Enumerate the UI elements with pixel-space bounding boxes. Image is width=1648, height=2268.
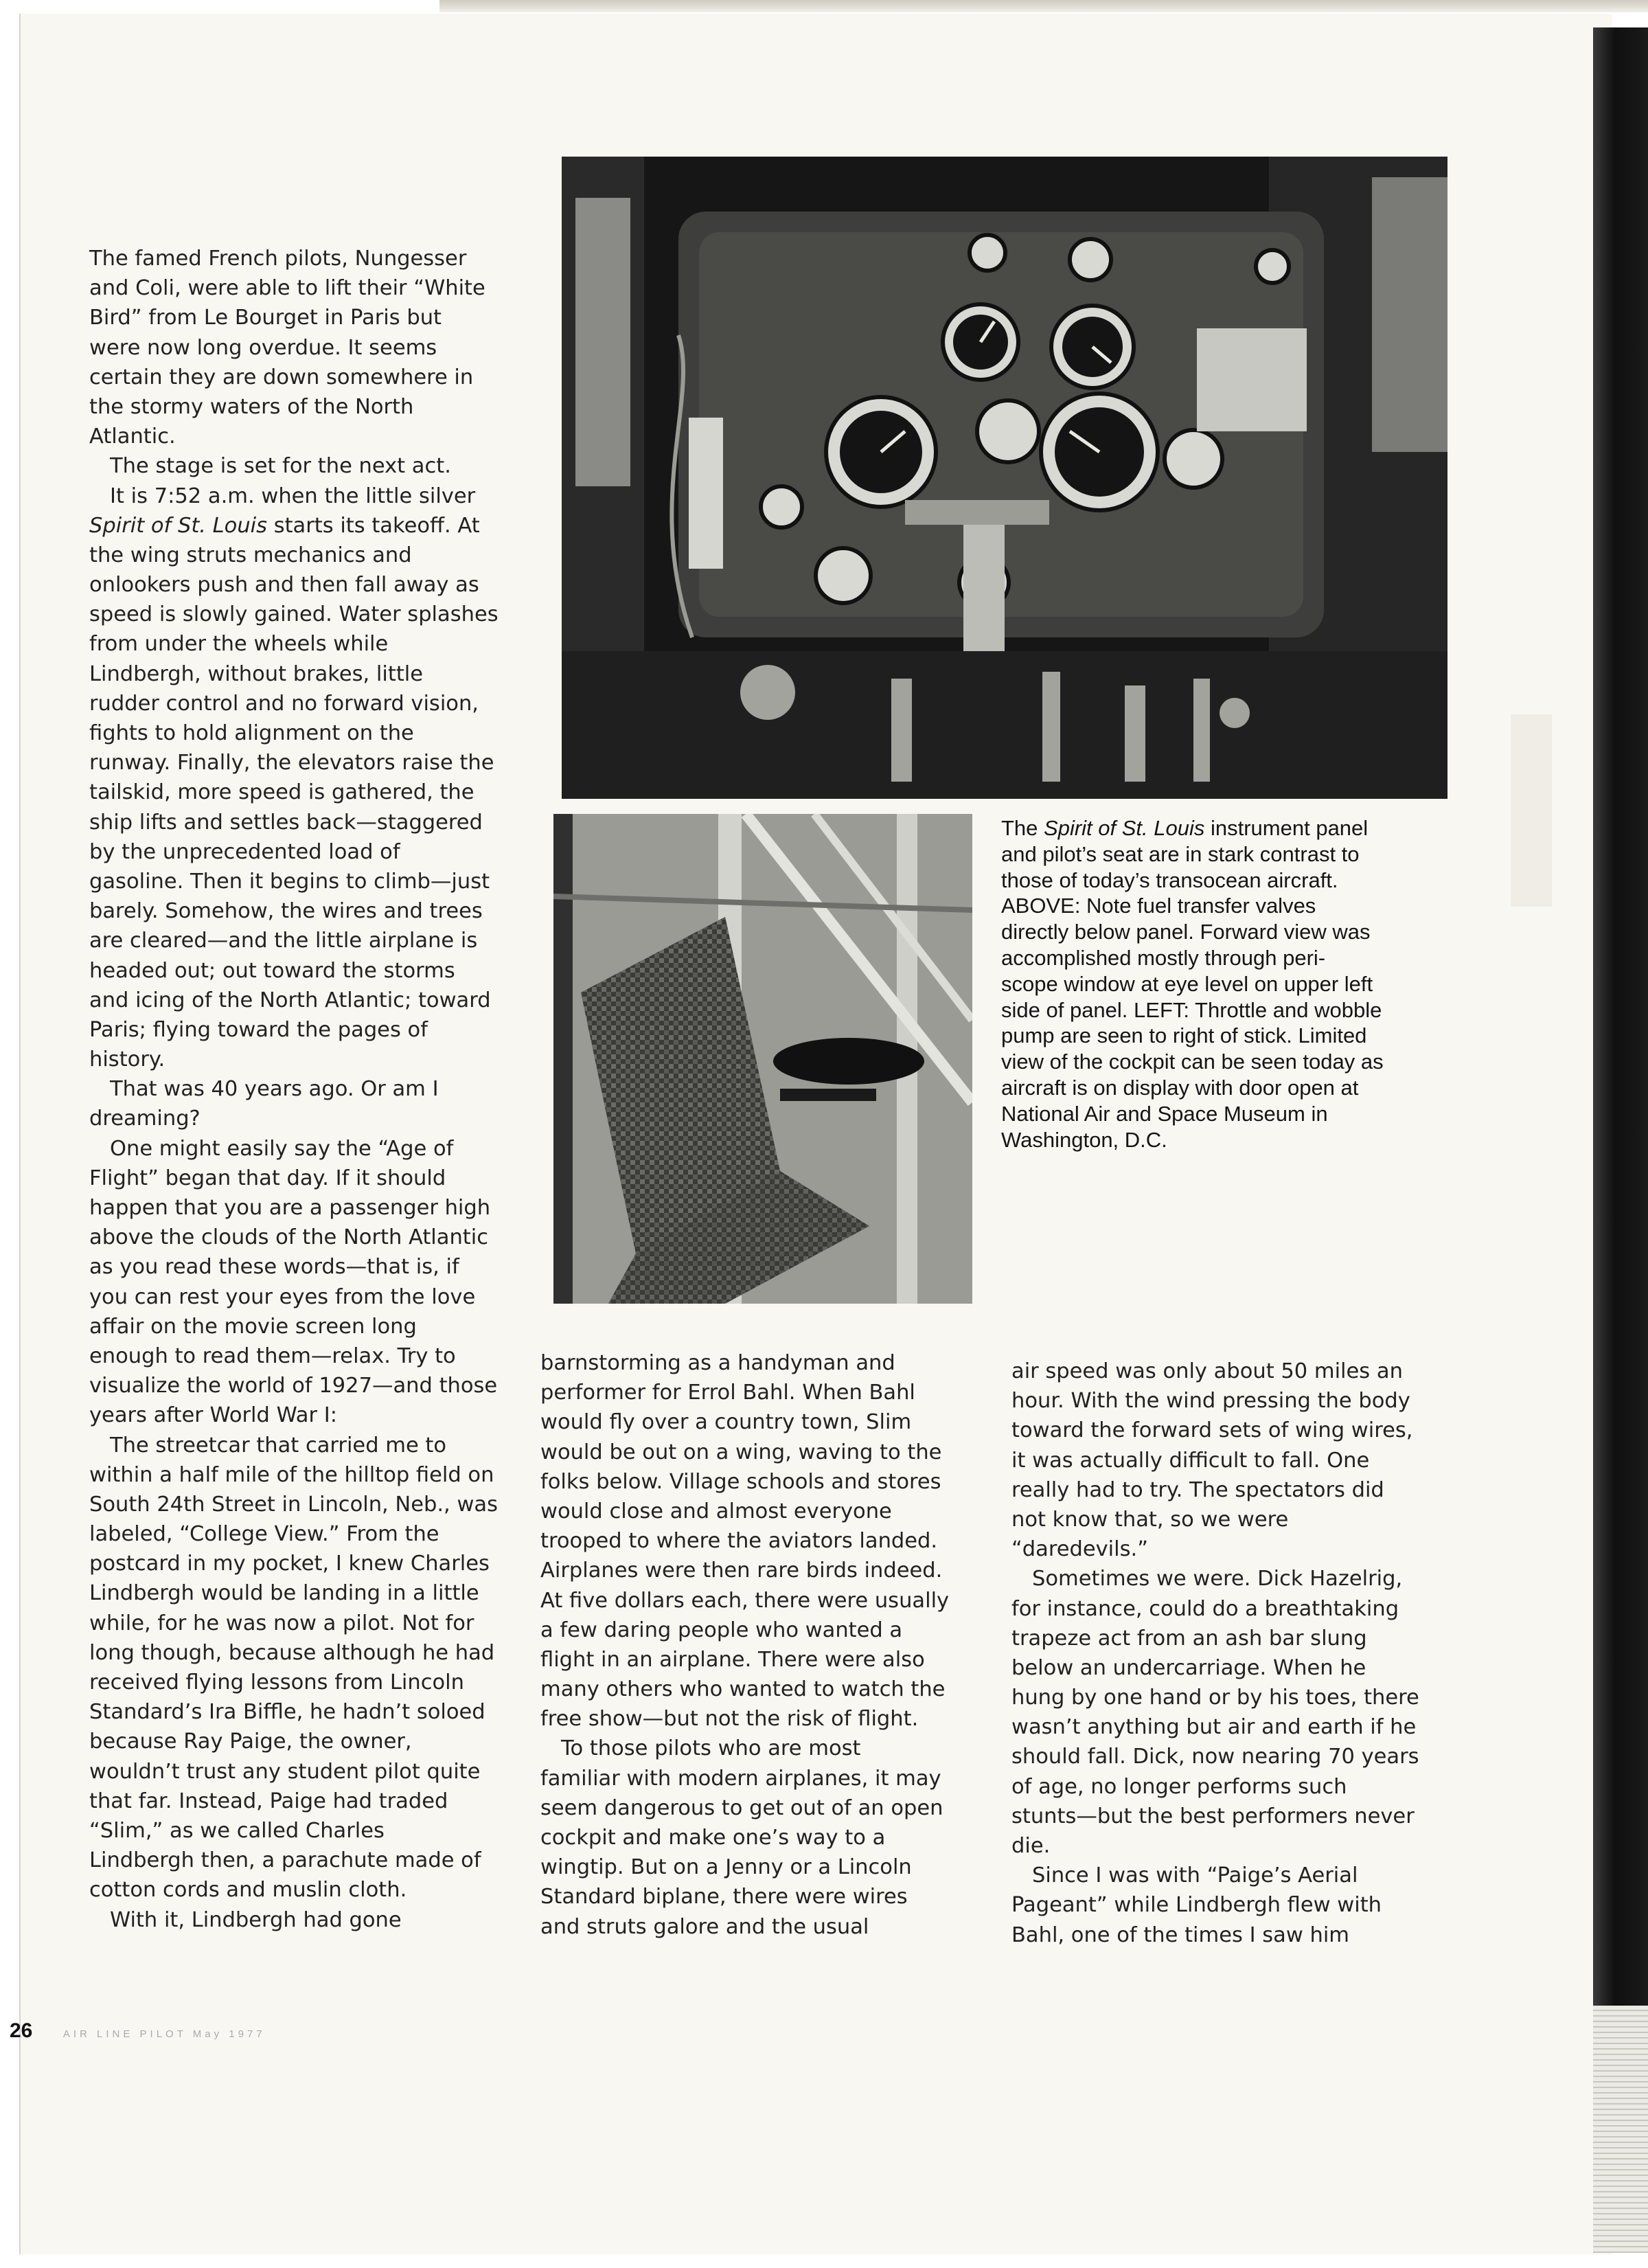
article-line: At five dollars each, there were usually <box>540 1588 950 1613</box>
article-line: South 24th Street in Lincoln, Neb., was <box>89 1492 498 1517</box>
article-line: gasoline. Then it begins to climb—just <box>89 869 490 894</box>
article-line: not know that, so we were <box>1011 1507 1289 1532</box>
article-line: history. <box>89 1047 165 1072</box>
article-line: Lindbergh would be landing in a little <box>89 1581 479 1606</box>
page-number: 26 <box>10 2019 33 2042</box>
article-line: postcard in my pocket, I knew Charles <box>89 1552 490 1576</box>
caption-line: National Air and Space Museum in <box>1001 1101 1328 1126</box>
stacked-page-edges <box>1593 2006 1648 2253</box>
article-line: stunts—but the best performers never <box>1011 1804 1415 1828</box>
article-line: certain they are down somewhere in <box>89 365 474 389</box>
article-line: Airplanes were then rare birds indeed. <box>540 1558 943 1583</box>
article-line: the stormy waters of the North <box>89 394 414 419</box>
article-line: flight in an airplane. There were also <box>540 1647 925 1672</box>
article-line: are cleared—and the little airplane is <box>89 929 478 953</box>
caption-line: directly below panel. Forward view was <box>1001 920 1371 944</box>
article-line: speed is slowly gained. Water splashes <box>89 602 499 627</box>
article-line: would close and almost everyone <box>540 1499 892 1523</box>
article-line: familiar with modern airplanes, it may <box>540 1766 941 1791</box>
article-line: Pageant” while Lindbergh flew with <box>1011 1893 1382 1918</box>
article-line: ship lifts and settles back—staggered <box>89 810 483 835</box>
article-line: tailskid, more speed is gathered, the <box>89 780 474 805</box>
article-line: Since I was with “Paige’s Aerial <box>1032 1863 1358 1888</box>
article-line: of age, no longer performs such <box>1011 1774 1347 1799</box>
article-line: cockpit and make one’s way to a <box>540 1826 886 1850</box>
article-line: runway. Finally, the elevators raise the <box>89 751 494 775</box>
article-line: With it, Lindbergh had gone <box>110 1907 402 1932</box>
article-line: visualize the world of 1927—and those <box>89 1374 498 1398</box>
caption-line: side of panel. LEFT: Throttle and wobble <box>1001 997 1382 1022</box>
caption-line: and pilot’s seat are in stark contrast to <box>1001 841 1360 866</box>
article-line: really had to try. The spectators did <box>1011 1477 1384 1502</box>
article-line: cotton cords and muslin cloth. <box>89 1878 407 1903</box>
article-line: Spirit of St. Louis starts its takeoff. At <box>89 513 480 538</box>
article-line: labeled, “College View.” From the <box>89 1522 439 1547</box>
article-line: toward the forward sets of wing wires, <box>1011 1418 1413 1443</box>
article-line: while, for he was now a pilot. Not for <box>89 1611 474 1635</box>
next-page-edge-top <box>439 0 1648 12</box>
article-line: the wing struts mechanics and <box>89 543 412 567</box>
instrument-panel-photo <box>562 157 1447 799</box>
article-line: To those pilots who are most <box>561 1736 861 1761</box>
article-line: onlookers push and then fall away as <box>89 573 479 598</box>
photo-caption <box>1001 815 1441 1153</box>
article-line: above the clouds of the North Atlantic <box>89 1225 488 1250</box>
pilot-seat-photo <box>553 814 972 1304</box>
article-line: performer for Errol Bahl. When Bahl <box>540 1381 915 1405</box>
article-line: and struts galore and the usual <box>540 1914 869 1939</box>
article-line: One might easily say the “Age of <box>110 1136 454 1161</box>
article-line: would be out on a wing, waving to the <box>540 1440 942 1464</box>
article-line: should fall. Dick, now nearing 70 years <box>1011 1745 1419 1769</box>
article-line: for instance, could do a breathtaking <box>1011 1596 1399 1621</box>
caption-line: scope window at eye level on upper left <box>1001 971 1373 996</box>
article-line: that far. Instead, Paige had traded <box>89 1789 448 1813</box>
article-line: years after World War I: <box>89 1403 337 1428</box>
article-line: headed out; out toward the storms <box>89 958 455 983</box>
caption-line: those of today’s transocean aircraft. <box>1001 867 1338 892</box>
article-line: dreaming? <box>89 1107 201 1131</box>
caption-line: ABOVE: Note fuel transfer valves <box>1001 894 1316 918</box>
article-line: it was actually difficult to fall. One <box>1011 1448 1370 1473</box>
article-line: below an undercarriage. When he <box>1011 1655 1366 1680</box>
article-line: Sometimes we were. Dick Hazelrig, <box>1032 1567 1403 1591</box>
article-line: hung by one hand or by his toes, there <box>1011 1686 1419 1710</box>
article-line: “daredevils.” <box>1011 1537 1148 1562</box>
scan-dark-edge <box>1593 27 1648 2006</box>
caption-line: view of the cockpit can be seen today as <box>1001 1050 1384 1074</box>
article-line: The famed French pilots, Nungesser <box>89 247 467 271</box>
caption-line: accomplished mostly through peri- <box>1001 945 1326 970</box>
article-line: and Coli, were able to lift their “White <box>89 276 485 301</box>
article-line: “Slim,” as we called Charles <box>89 1818 385 1843</box>
article-line: folks below. Village schools and stores <box>540 1469 941 1494</box>
article-line: happen that you are a passenger high <box>89 1196 491 1220</box>
page-footer <box>10 2019 266 2043</box>
article-line: as you read these words—that is, if <box>89 1255 459 1280</box>
article-line: long though, because although he had <box>89 1640 495 1665</box>
article-line: Atlantic. <box>89 424 176 449</box>
article-line: Bird” from Le Bourget in Paris but <box>89 306 442 330</box>
publication-line: AIR LINE PILOT May 1977 <box>62 2028 266 2040</box>
article-line: rudder control and no forward vision, <box>89 691 479 716</box>
article-line: from under the wheels while <box>89 632 389 657</box>
article-line: were now long overdue. It seems <box>89 335 437 360</box>
caption-line: The Spirit of St. Louis instrument panel <box>1001 816 1369 840</box>
article-line: Standard’s Ira Biffle, he hadn’t soloed <box>89 1700 485 1725</box>
article-line: wingtip. But on a Jenny or a Lincoln <box>540 1855 912 1880</box>
article-column-3 <box>1011 1357 1444 1950</box>
article-line: It is 7:52 a.m. when the little silver <box>110 484 476 508</box>
article-line: barely. Somehow, the wires and trees <box>89 899 483 924</box>
caption-line: Washington, D.C. <box>1001 1127 1167 1152</box>
article-line: Lindbergh, without brakes, little <box>89 661 424 686</box>
caption-line: pump are seen to right of stick. Limited <box>1001 1023 1367 1048</box>
article-line: wouldn’t trust any student pilot quite <box>89 1759 481 1784</box>
article-line: The streetcar that carried me to <box>110 1433 447 1458</box>
article-line: seem dangerous to get out of an open <box>540 1795 943 1820</box>
facing-page-bleed <box>1511 714 1552 907</box>
caption-line: aircraft is on display with door open at <box>1001 1075 1359 1100</box>
article-line: The stage is set for the next act. <box>110 454 451 479</box>
article-line: fights to hold alignment on the <box>89 721 414 745</box>
article-line: by the unprecedented load of <box>89 839 400 864</box>
article-line: Standard biplane, there were wires <box>540 1885 908 1909</box>
article-line: you can rest your eyes from the love <box>89 1284 476 1309</box>
article-line: enough to read them—relax. Try to <box>89 1343 456 1368</box>
article-line: Bahl, one of the times I saw him <box>1011 1923 1350 1947</box>
article-line: Paris; flying toward the pages of <box>89 1017 428 1042</box>
article-line: a few daring people who wanted a <box>540 1618 903 1642</box>
article-line: barnstorming as a handyman and <box>540 1351 895 1375</box>
article-line: hour. With the wind pressing the body <box>1011 1389 1410 1414</box>
article-line: wasn’t anything but air and earth if he <box>1011 1715 1417 1740</box>
article-line: free show—but not the risk of flight. <box>540 1707 919 1732</box>
article-line: trapeze act from an ash bar slung <box>1011 1626 1367 1651</box>
article-line: Flight” began that day. If it should <box>89 1166 446 1190</box>
article-line: trooped to where the aviators landed. <box>540 1529 938 1554</box>
article-line: That was 40 years ago. Or am I <box>110 1077 439 1102</box>
article-line: die. <box>1011 1834 1051 1858</box>
article-line: received flying lessons from Lincoln <box>89 1670 464 1694</box>
article-line: because Ray Paige, the owner, <box>89 1730 412 1754</box>
article-column-1 <box>89 244 501 1935</box>
article-column-2 <box>540 1348 980 1942</box>
article-line: air speed was only about 50 miles an <box>1011 1359 1403 1383</box>
article-line: within a half mile of the hilltop field on <box>89 1462 494 1487</box>
article-line: and icing of the North Atlantic; toward <box>89 988 491 1012</box>
article-line: many others who wanted to watch the <box>540 1677 946 1702</box>
article-line: would fly over a country town, Slim <box>540 1410 912 1435</box>
article-line: affair on the movie screen long <box>89 1314 417 1339</box>
article-line: Lindbergh then, a parachute made of <box>89 1848 481 1873</box>
